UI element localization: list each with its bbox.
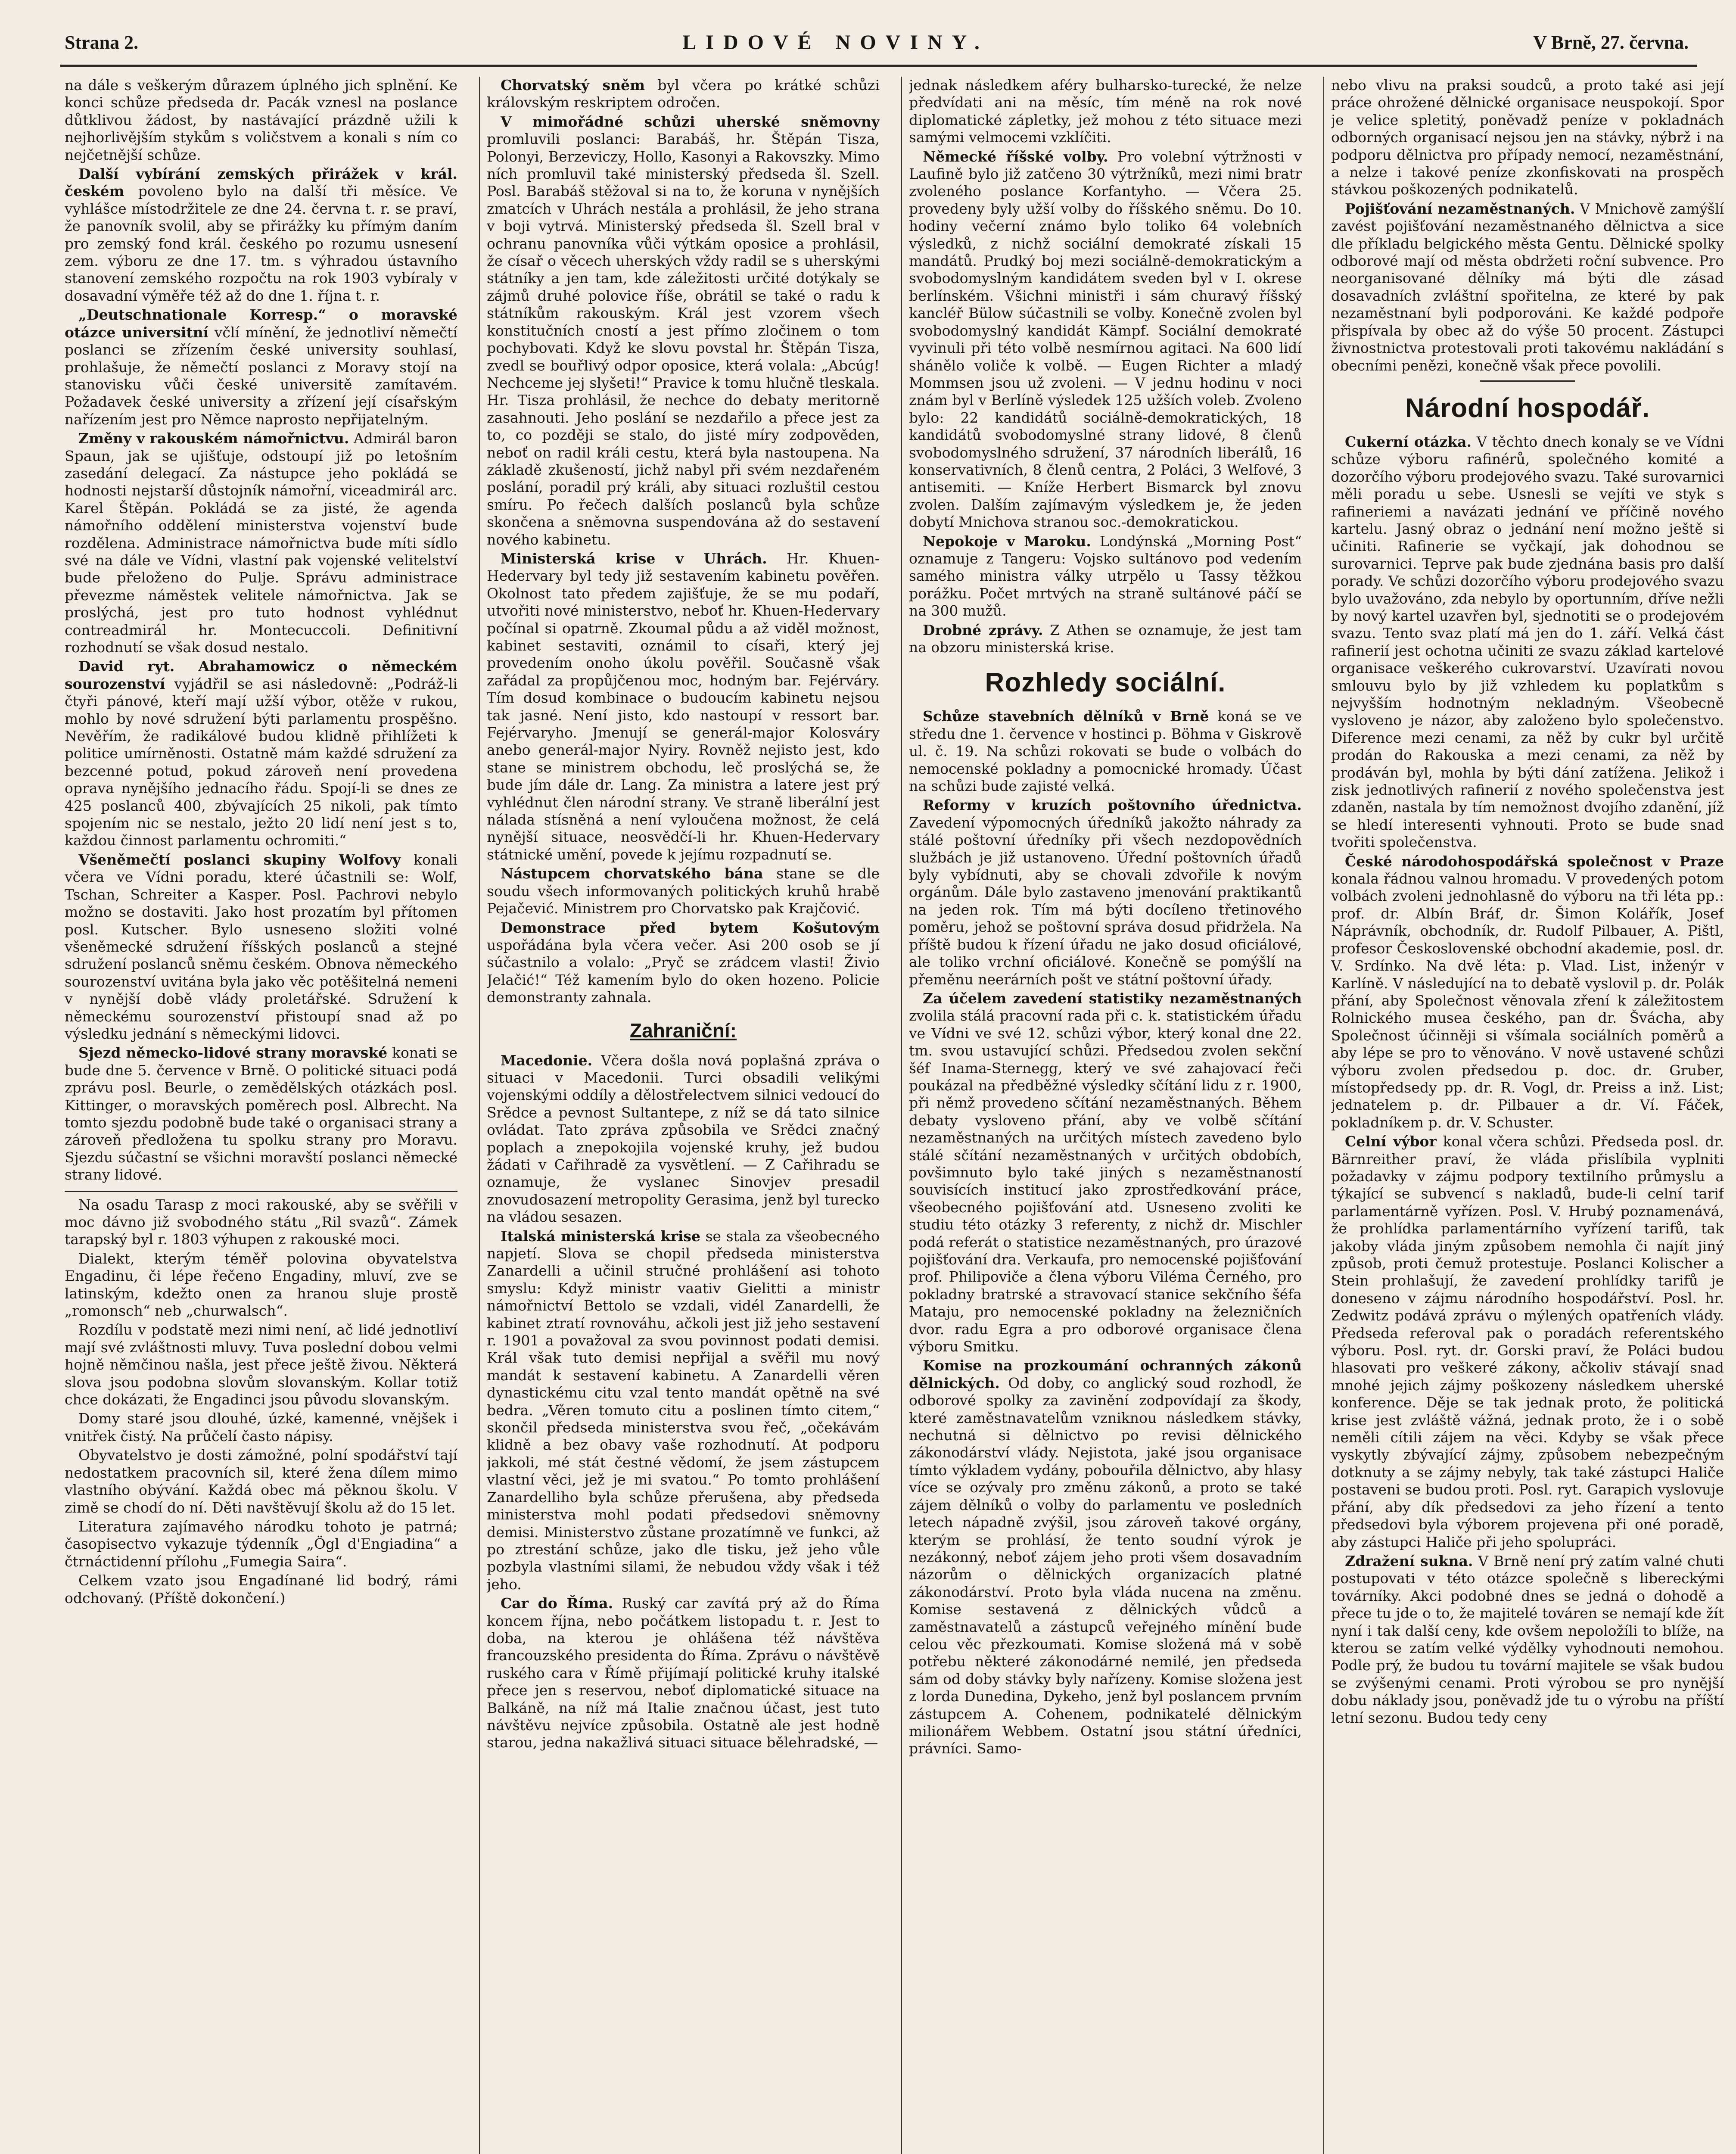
newspaper-title: LIDOVÉ NOVINY. (682, 31, 989, 54)
article-text: Včera došla nová poplašná zpráva o situaci v Macedonii. Turci obsadili velikými vojenskými oddíly a dělostřelectvem silnici vedoucí do Srědce a pevnost Sultantepe, z níž se dá tato silnice ovládat. Tato zpráva způsobila ve Srědci značný poplach a znepokojila vojenské kruhy, jež budou žádati v Cařihradě za vysvětlení. — Z Cařihradu se oznamuje, že vyslanec Sinovjev presadil znovudosazení metropolity Gerasima, jenž byl turecko na vládou sesazen. (487, 1052, 880, 1226)
article-heading: České národohospodářská společnost v Praze (1345, 853, 1724, 870)
article-heading: Sjezd německo-lidové strany moravské (78, 1044, 388, 1061)
header-rule (60, 65, 1697, 67)
article-text: Od doby, co anglický soud rozhodl, že odborové spolky za zavinění zodpovídají za škody, které zaměstnavatelům vzniknou následkem stávky, nechutná si dělnictvo po revisi dělnického zákonodárství vlády. Nejistota, jaké jsou organisace tímto výkladem vydány, pobouřila dělnictvo, aby hlasy více se ozývaly pro změnu zákonů, a proto se také zájem dělníků o volby do parlamentu ve posledních letech nápadně zvýšil, jsou zároveň takové orgány, kterým se prohlásí, že tento soudní výrok je nezákonný, neboť zájem jeho proti všem dosavadním názorům o dělnických organizacích platné zákonodárství. Proto byla vláda nucena na změnu. Komise sestavená z dělnických vůdců a zaměstnavatelů a zástupců veřejného mínění bude celou věc přezkoumati. Komise složená má v sobě potřebu některé zákonodárné nemilé, jen předseda sám od doby stávky byly nařízeny. Komise složena jest z lorda Dunedina, Dykeho, jenž byl poslancem prvním zástupcem A. Cohenem, podnikatelé dělnickým milionářem Webbem. Ostatní jsou státní úředníci, právníci. Samo- (909, 1374, 1302, 1757)
article-heading: Změny v rakouském námořnictvu. (78, 430, 349, 447)
article-heading: Nepokoje v Maroku. (923, 532, 1091, 550)
article-text: povoleno bylo na další tři měsíce. Ve vyhlášce místodržitele ze dne 24. června t. r. se praví, že panovník svolil, aby se přirážky ku přímým daním pro zemský fond král. českého po rozumu usnesení zem. výboru ze dne 17. tm. s výhradou ústavního stanovení zemského rozpočtu na rok 1903 vybíraly v dosavadní výměře též až do dne 1. října t. r. (65, 183, 457, 304)
article-text: Celkem vzato jsou Engadínané lid bodrý, rámi odchovaný. (Příště dokončení.) (65, 1572, 457, 1606)
article-heading: Další vybírání zemských přirážek v král. českém (65, 165, 457, 200)
article-text: Londýnská „Morning Post“ oznamuje z Tangeru: Vojsko sultánovo pod vedením samého ministra války utrpělo u Tassy těžkou porážku. Počet mrtvých na straně sultánové páčí se na 300 mužů. (909, 532, 1302, 619)
article-text: Zavedení výpomocných úředníků jakožto náhrady za stálé poštovní úředníky při všech nezdopovědních službách je již ustanoveno. Úřední poštovních úřadů byly vybídnuti, aby se chovali zdvořile k novým orgánům. Dále bylo zastaveno jmenování praktikantů na jeden rok. Tím má býti docíleno třetinového poměru, jehož se poštovní správa dosud přidržela. Na příště budou k řízení úřadu ne jako dosud oficiálové, ale toliko vrchní oficiálové. Konečně se pomýšlí na přeměnu neerárních pošt ve státní poštovní úřady. (909, 814, 1302, 988)
article-text: stane se dle soudu všech informovaných politických kruhů hrabě Pejačević. Ministrem pro Chorvatsko pak Krajčović. (487, 865, 880, 917)
column-4 (1331, 77, 1724, 2154)
article-heading: Za účelem zavedení statistiky nezaměstnaných (923, 990, 1302, 1007)
article-heading: Italská ministerská krise (501, 1227, 700, 1245)
section-divider (1480, 380, 1575, 382)
article-text: konal včera schůzi. Předseda posl. dr. Bärnreither praví, že vláda přislíbila vyplniti požadavky v zájmu podpory textilního průmyslu a týkající se subvencí s nakladů, bude-li celní tarif parlamentárně vyřízen. Posl. V. Hrubý poznamenává, že prohlídka parlamentárního vyřízení tarifů, tak jakoby vláda jiným způsobem nemohla či najít jiný způsob, proti čemuž protestuje. Poslanci Kolischer a Stein prohlašují, že zavedení prohlídky tarifů je doneseno v zájmu národního hospodářství. Posl. hr. Zedwitz podává zprávu o mýlených opatřeních vlády. Předseda referoval pak o poradách referentského výboru. Posl. ryt. dr. Gorski praví, že Poláci budou hlasovati pro veškeré zákony, ačkoliv stávají snad mnohé jejich zájmy poškozeny následkem uherské konference. Děje se tak jednak proto, že politická krise jest zvláště vážná, jednak proto, že i o sobě neměli cítili zájem na věci. Kdyby se však přece vyskytly zbývající zájmy, způsobem nebezpečným dotknuty a se zájmy nebyly, tak také zástupci Haliče postaveni se budou proti. Posl. ryt. Garapich vyslovuje přání, aby dík předsedovi za jeho řízení a tento předsedovi byla výborem projevena při oné poradě, aby zástupci Haliče při jeho spolupráci. (1331, 1133, 1724, 1550)
page-number: Strana 2. (65, 31, 139, 53)
article-heading: „Deutschnationale Korresp.“ o moravské otázce universitní (65, 306, 457, 341)
column-separator (479, 77, 480, 2154)
column-3 (909, 77, 1302, 2154)
section-heading-social: Rozhledy sociální. (985, 668, 1226, 698)
article-heading: Cukerní otázka. (1345, 433, 1472, 450)
article-heading: Schůze stavebních dělníků v Brně (923, 708, 1209, 725)
column-separator (901, 77, 902, 2154)
article-text: zvolila stálá pracovní rada při c. k. statistickém úřadu ve Vídni ve své 12. schůzi výbor, který konal dne 22. tm. svou ustavující schůzi. Předsedou zvolen sekční šéf Inama-Sternegg, který ve své zahajovací řeči poukázal na předběžné výsledky sčítání lidu z r. 1900, při němž provedeno sčítání nezaměstnaných. Během debaty vysloveno přání, aby ve volbě sčítání nezaměstnaných na určitých místech zavedeno bylo stálé sčítání nezaměstnaných v určitých obdobích, povšimnuto bylo také jiných s nezaměstnaností souvisících institucí jako zprostředkování práce, všeobecného pojišťování atd. Usneseno zvoliti ke studiu této otázky 3 referenty, z nichž dr. Mischler podá referát o statistice nezaměstnaných, pro úrazové pojišťování dra. Verkaufa, pro nemocenské pojišťování prof. Philipoviče a člena výboru Viléma Černého, pro pokladny bratrské a stravovací stanice sekčního šéfa Mataju, pro nemocenské pokladny na železničních dvor. radu Egra a pro odborové organisace člena výboru Smitku. (909, 1007, 1302, 1355)
column-2 (487, 77, 880, 2154)
article-text: V Brně není prý zatím valné chuti postupovati v této otázce společně s libereckými továrníky. Akci podobné dnes se jedná o dohodě a přece tu jde o to, že majitelé továren se nemají kde žít nyní i tak další ceny, kde ovšem nepoložíli to blíže, na kterou se zatím velké výdělky vyhodnouti nemohou. Podle prý, že budou tu tovární majitele se však budou se zvýšenými cenami. Proti výrobou se pro nynější dobu náklady jsou, poněvadž jde tu o výrobu na příští letní sezonu. Budou tedy ceny (1331, 1552, 1724, 1726)
article-text: Literatura zajímavého národku tohoto je patrná; časopisectvo vykazuje týdenník „Ögl d'Engiadina“ a čtrnáctidenní přílohu „Fumegia Saira“. (65, 1518, 457, 1570)
column-1 (65, 77, 457, 2154)
article-heading: Zdražení sukna. (1345, 1552, 1473, 1569)
article-text: Admirál baron Spaun, jak se ujišťuje, odstoupí již po letošním zasedání delegací. Za nástupce jeho pokládá se hodnosti nejstarší důstojník námořní, viceadmirál arc. Karel Štěpán. Pokládá se za jisté, že agenda námořního oddělení ministerstva vojenství bude rozdělena. Administrace námořnictva bude míti sídlo své na dále ve Vídni, vlastní pak vojenské velitelství bude přeloženo do Pulje. Správu administrace převezme náměstek velitele námořnictva. Jak se proslýchá, jest pro tuto hodnost vyhlédnut contreadmirál hr. Montecuccoli. Definitivní rozhodnutí se však dosud nestalo. (65, 430, 457, 656)
article-text: Na osadu Tarasp z moci rakouské, aby se svěřili v moc dávno již svobodného státu „Ril svazů“. Zámek tarapský byl r. 1803 výhupen z rakouské moci. (65, 1196, 457, 1248)
section-heading-economy: Národní hospodář. (1405, 393, 1650, 423)
article-text: Z Athen se oznamuje, že jest tam na obzoru ministerská krise. (909, 621, 1302, 656)
article-heading: Pojišťování nezaměstnaných. (1345, 200, 1575, 217)
article-heading: Demonstrace před bytem Košutovým (501, 919, 880, 936)
article-text: vyjádřil se asi následovně: „Podráž-li čtyři pánové, kteří mají užší výbor, otěže v rukou, mohlo by nové sdružení býti parlamentu prospěšno. Nevěřím, že radikálové budou klidně přihlížeti k politice umírněnosti. Ostatně mám každé sdružení za bezcenné potud, pokud zároveň není provedena oprava nynějšího jednacího řádu. Spojí-li se dnes ze 425 poslanců 400, zbývajících 25 nikoli, pak tímto spojením nic se nestalo, ježto 20 lidí není jest s to, každou činnost parlamentu ochromiti.“ (65, 675, 457, 849)
article-text: Hr. Khuen-Hedervary byl tedy již sestavením kabinetu pověřen. Okolnost tato předem zajišťuje, že se mu podaří, utvořiti nové ministerstvo, neboť hr. Khuen-Hedervary počínal si opatrně. Zkoumal půdu a až viděl možnost, kabinet sestaviti, oznámil to císaři, který jej provedením onoho úkolu pověřil. Současně však zařádal za propůjčenou moc, hodným bar. Fejérváry. Tím dosud kombinace o budoucím kabinetu nejsou tak jasné. Není jisto, kdo nastoupí v ressort bar. Fejérvaryho. Jmenují se generál-major Kolosváry anebo generál-major Nyiry. Rovněž nejisto jest, kdo stane se ministrem obchodu, leč proslýchá se, že bude jím dále dr. Lang. Za ministra a latere jest prý vyhlédnut člen národní strany. Ve straně liberální jest nálada stísněná a není vyloučena možnost, že celá nynější situace, neosvědčí-li hr. Khuen-Hedervary státnické umění, povede k jejímu rozpadnutí se. (487, 550, 880, 863)
article-heading: Německé říšské volby. (923, 148, 1108, 165)
article-text: konali včera ve Vídni poradu, které účastnili se: Wolf, Tschan, Schreiter a Kasper. Posl. Pachrovi nebylo možno se dostaviti. Jako host prozatím byl přítomen posl. Kutscher. Bylo usneseno složiti volné všeněmecké sdružení říšských poslanců a stejné sdružení poslanců sněmu českém. Obnova německého sourozenství uvitána byla jako věc potěšitelná nemeni v nynější době vlády proletářské. Sdružení k německému sourozenství přistoupí snad až po výsledku jednání s německými lidovci. (65, 851, 457, 1042)
article-text: promluvili poslanci: Barabáš, hr. Štěpán Tisza, Polonyi, Berzeviczy, Hollo, Kasonyi a Rakovszky. Mimo ních promluvil také ministerský předseda šl. Szell. Posl. Barabáš stěžoval si na to, že koruna v nynějších zmatcích v Uhrách nestála a prohlásil, že jeho strana v boji vytrvá. Ministerský předseda šl. Szell bral v ochranu panovníka vůči výtkám oposice a prohlásil, že císař o věcech uherských vždy radil se s uherskými státníky a jen tam, kde záležitosti určité dotýkaly se zájmů druhé polovice říše, obrátil se také o radu k státníkům rakouským. Král jest vzorem všech konstitučních cností a jest přímo zločinem o tom pochybovati. Když ke slovu povstal hr. Štěpán Tisza, zvedl se bouřlivý odpor oposice, která volala: „Abcúg! Nechceme jej slyšeti!“ Pravice k tomu hlučně tleskala. Hr. Tisza prohlásil, že nechce do debaty meritorně zasahnouti. Jeho poslání se nezdařilo a přece jest za to, co později se stalo, do jisté míry zodpověden, neboť on radil králi cestu, která byla nastoupena. Na základě zkušeností, jichž nabyl při svém nezdařeném poslání, poradil prý králi, aby situaci rozluštil cestou smíru. Po řečech dalších poslanců byla schůze skončena a sněmovna suspendována až do sestavení nového kabinetu. (487, 131, 880, 548)
article-heading: V mimořádné schůzi uherské sněmovny (501, 113, 880, 130)
article-heading: Drobné zprávy. (923, 621, 1043, 638)
masthead (65, 22, 1689, 62)
article-text: konati se bude dne 5. července v Brně. O politické situaci podá zprávu posl. Beurle, o zemědělských otázkách posl. Kittinger, o moravských poměrech posl. Albrecht. Na tomto sjezdu podobně bude také o organisaci strany a zároveň předložena tu spolku strany pro Moravu. Sjezdu súčastní se všichni moravští poslanci německé strany lidové. (65, 1044, 457, 1183)
article-text: V těchto dnech konaly se ve Vídni schůze výboru rafinérů, společného komité a dozorčího výboru prodejového svazu. Také surovarnici měli poradu u sebe. Usnesli se vejíti ve styk s rafineriemi a navázati jednání ve příčině nového kartelu. Jasný obraz o jednání není možno ještě si učiniti. Rafinerie se vyčkají, jak dohodnou se surovarnici. Teprve pak bude zjednána basis pro další porady. Ve schůzi dozorčího výboru prodejového svazu bylo uvažováno, zda nebylo by oportunním, dříve nežli by nový kartel uzavřen byl, sjednotiti se o prodejovém svazu. Tento svaz platí má jen do 1. září. Velká část rafinerií jest ochotna učiniti ze svazu základ kartelové organisace veškerého cukrovarství. Uzavírati novou smlouvu bylo by již vzhledem ku poplatkům s nejvyšším hodnotným nekladným. Všeobecně vysloveno je názor, aby založeno bylo společenstvo. Diference mezi cenami, za něž by cukr byl určitě prodán do Rakouska a mezi cenami, za něž by prodáván byl, mohla by býti dání zatížena. Jelikož i zisk jednotlivých rafinerií z nového společenstva jest zdaněn, nastala by tím nemožnost dvojího zdanění, jíž se hledí interesenti vyhnouti. Proto se bude snad tvořiti společenstva. (1331, 433, 1724, 851)
article-text: se stala za všeobecného napjetí. Slova se chopil předseda ministerstva Zanardelli a učinil stručné prohlášení asi tohoto smyslu: Když ministr vaativ Gielitti a ministr námořnictví Bettolo se vzdali, vidél Zanardelli, že kabinet ztratí rovnováhu, ačkoli jest již jeho sestavení r. 1901 a považoval za svou povinnost podati demisi. Král však tuto demisi nepřijal a svěřil mu nový mandát k sestavení kabinetu. A Zanardelli věren dynastickému citu vzal tento mandát opětně na své bedra. „Věren tomuto citu a poslinen tímto citem,“ skončil předseda ministerstva svou řeč, „očekávám klidně a bez obavy vaše rozhodnutí. At podporu jakkoli, mé stát čestné vědomí, že jsem zástupcem vlastní věci, jež je mi svatou.“ Po tomto prohlášení Zanardelliho byla schůze přerušena, aby předseda ministerstva mohl podati předsedovi sněmovny demisi. Ministerstvo zůstane prozatímně ve funkci, až po ztrestání schůze, jako dle tisku, jež jeho vůle pozbyla vlastními silami, že nebudou vždy však i též jeho. (487, 1227, 880, 1593)
article-text: koná se ve středu dne 1. července v hostinci p. Böhma v Giskrově ul. č. 19. Na schůzi rokovati se bude o volbách do nemocenské pokladny a pomocnické hromady. Účast na schůzi bude zajisté velká. (909, 708, 1302, 795)
article-text: Domy staré jsou dlouhé, úzké, kamenné, vnějšek i vnitřek čistý. Na průčelí často nápisy. (65, 1410, 457, 1444)
column-separator (1323, 77, 1324, 2154)
article-text: jednak následkem aféry bulharsko-turecké, že nelze předvídati ani na měsíc, tím méně na rok nové diplomatické zápletky, jež mohou z této situace mezi samými velmocemi vzklíčiti. (909, 77, 1302, 146)
article-text: na dále s veškerým důrazem úplného jich splnění. Ke konci schůze předseda dr. Pacák vznesl na poslance důtklivou žádost, by nastávající prázdně užili k nejhorlivějším stykům s voličstvem a konali s ním co nejčetnější schůze. (65, 77, 457, 163)
article-heading: Komise na prozkoumání ochranných zákonů dělnických. (909, 1357, 1302, 1391)
article-text: Rozdílu v podstatě mezi nimi není, ač lidé jednotliví mají své zvláštnosti mluvy. Tuva poslední dobou velmi hojně němčinou našla, jest přece ještě živou. Některá slova jsou podobna slovům slovanským. Kollar totiž chce dokázati, že Engadinci jsou původu slovanským. (65, 1321, 457, 1408)
article-heading: Nástupcem chorvatského bána (501, 865, 763, 882)
article-text: V Mnichově zamýšlí zavést pojišťování nezaměstnaného dělnictva a sice dle příkladu belgického města Gentu. Dělnické spolky odborové mají od města obdržeti roční subvence. Pro neorganisované dělníky má býti dle zásad dosavadních zvláštní spořitelna, ze které by pak nezaměstnaní byli podporováni. Ke každé podpoře přispívala by obec až do výše 50 procent. Zástupci živnostnictva protestovali proti takovému nakládání s obecními penězi, konečně však přece povolili. (1331, 200, 1724, 374)
article-heading: Chorvatský sněm (501, 77, 645, 93)
article-text: konala řádnou valnou hromadu. V provedených potom volbách zvoleni jednohlasně do výboru na tři léta pp.: prof. dr. Albín Bráf, dr. Šimon Kolářík, Josef Náprávník, obchodník, dr. Rudolf Pilbauer, A. Pištl, profesor Československé obchodní akademie, posl. dr. V. Srdínko. Na dvě léta: p. Vlad. List, inženýr v Karlíně. V následující na to debatě vyslovil p. dr. Polák přání, aby Společnost věnovala zření k záležitostem Rolnického musea českého, pan dr. Švácha, aby Společnost účinněji si všímala sociálních poměrů a aby lépe se pro to věnováno. V nově ustavené schůzi výboru zvolen předsedou p. doc. dr. Gruber, místopředsedy pp. dr. R. Vogl, dr. Preiss a inž. List; jednatelem p. dr. Pilbauer a dr. Ví. Fáček, pokladníkem p. dr. V. Schuster. (1331, 870, 1724, 1131)
article-text: nebo vlivu na praksi soudců, a proto také asi její práce ohrožené dělnické organisace neuspokojí. Spor je velice spletitý, poněvadž peníze v pokladnách odborných organisací nejsou jen na stávky, nýbrž i na podporu dělnictva pro případy nemocí, nezaměstnání, a nelze i takové peníze zkonfiskovati na prospěch stávkou poškozených podnikatelů. (1331, 77, 1724, 198)
section-divider (65, 1191, 457, 1192)
article-heading: David ryt. Abrahamowicz o německém sourozenství (65, 658, 457, 692)
article-heading: Reformy v kruzích poštovního úřednictva. (923, 797, 1302, 814)
dateline: V Brně, 27. června. (1533, 31, 1689, 53)
article-text: Ruský car zavítá prý až do Říma koncem října, nebo počátkem listopadu t. r. Jest to doba, na kterou je ohlášena též návštěva francouzského presidenta do Říma. Zprávu o návštěvě ruského cara v Římě přijímají politické kruhy italské přece jen s reservou, neboť diplomatické situace na Balkáně, na níž má Italie značnou účast, jest tuto návštěvu nejvíce způsobila. Ostatně ale jest hodně starou, jedna nakažlivá situaci situace bělehradské, — (487, 1595, 880, 1751)
section-heading-foreign: Zahraniční: (630, 1019, 737, 1042)
article-text: Pro volební výtržnosti v Laufině bylo již zatčeno 30 výtržníků, mezi nimi bratr zvoleného poslance Korfantyho. — Včera 25. provedeny byly užší volby do říšského sněmu. Do 10. hodiny večerní známo bylo toliko 64 volebních výsledků, z nichž sociální demokraté získali 15 mandátů. Prudký boj mezi sociálně-demokratickým a svobodomyslným kandidátem sveden byl v I. okrese berlínském. Všichni ministři i sám churavý říšský kancléř Bülow súčastnili se volby. Konečně zvolen byl svobodomyslný kandidát Kämpf. Sociální demokraté vyvinuli při této volbě nesmírnou agitaci. Na 600 lidí shánělo voliče k volbě. — Eugen Richter a mladý Mommsen jsou už zvoleni. — V jednu hodinu v noci znám byl v Berlíně výsledek 125 užších voleb. Zvoleno bylo: 22 kandidátů sociálně-demokratických, 18 kandidátů svobodomyslné strany lidové, 8 členů svobodomyslného sdružení, 37 národních liberálů, 16 konservativních, 8 členů centra, 2 Poláci, 3 Welfové, 3 antisemiti. — Kníže Herbert Bismarck byl znovu zvolen. Dalším zajímavým výsledkem je, že jeden dobytí Mnichova stranou soc.-demokratickou. (909, 148, 1302, 531)
article-heading: Macedonie. (501, 1052, 593, 1069)
article-heading: Ministerská krise v Uhrách. (501, 550, 767, 567)
article-text: včlí mínění, že jednotliví němečtí poslanci se zřízením české university souhlasí, prohlašuje, že němečtí poslanci z Moravy stojí na stanovisku vůči české universitě zamítavém. Požadavek české university a zřízení její císařským nařízením jest pro Němce naprosto nepřijatelným. (65, 324, 457, 428)
article-text: Obyvatelstvo je dosti zámožné, polní spodářství tají nedostatkem pracovních sil, které žena dílem mimo vlastního obývání. Každá obec má pěknou školu. V zimě se chodí do ní. Děti navštěvují školu až do 15 let. (65, 1447, 457, 1516)
article-heading: Celní výbor (1345, 1133, 1437, 1150)
article-heading: Car do Říma. (501, 1595, 613, 1612)
article-text: uspořádána byla včera večer. Asi 200 osob se jí súčastnilo a volalo: „Pryč se zrádcem vlasti! Živio Jelačić!“ Též kamením bylo do oken hozeno. Policie demonstranty zahnala. (487, 936, 880, 1006)
article-text: byl včera po krátké schůzi královským reskriptem odročen. (487, 77, 880, 111)
article-heading: Všeněmečtí poslanci skupiny Wolfovy (78, 851, 401, 868)
article-text: Dialekt, kterým téměř polovina obyvatelstva Engadinu, či lépe řečeno Engadiny, mluví, zve se latinským, kdežto onen za hranou sluje prostě „romonsch“ neb „churwalsch“. (65, 1250, 457, 1320)
